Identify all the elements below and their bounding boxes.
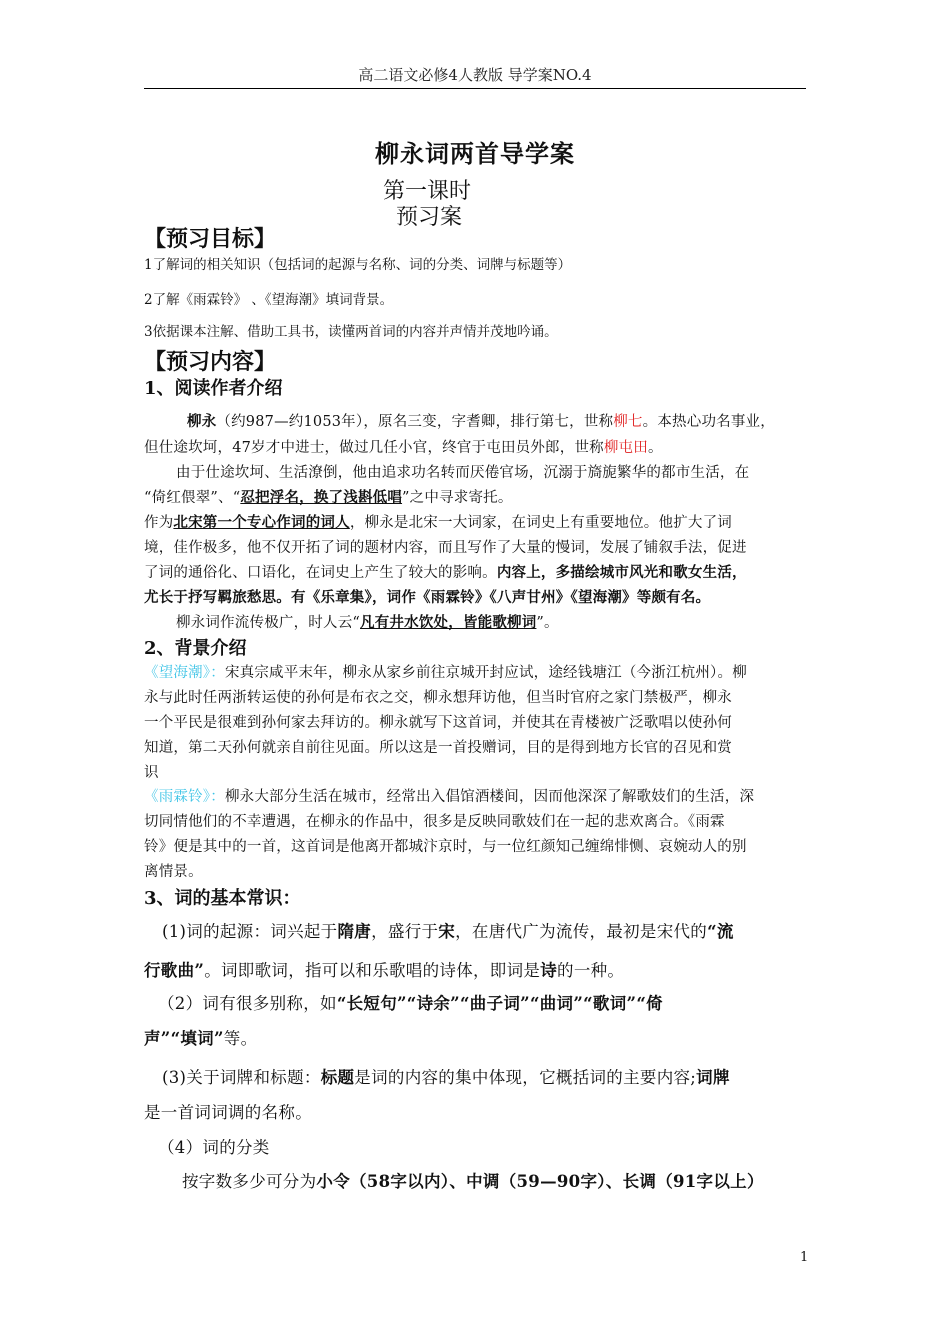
- life-paragraph-line-2: “倚红偎翠”、“忍把浮名，换了浅斟低唱”之中寻求寄托。: [144, 489, 513, 506]
- document-title: 柳永词两首导学案: [375, 139, 575, 168]
- basics-item-4-line-2: 按字数多少可分为小令（58字以内）、中调（59—90字）、长调（91字以上）: [182, 1172, 764, 1191]
- nickname-liutuntian: 柳屯田: [603, 440, 648, 456]
- content-heading: 【预习内容】: [144, 349, 277, 375]
- basics-item-3-line-1: (3)关于词牌和标题：标题是词的内容的集中体现，它概括词的主要内容;词牌: [162, 1068, 730, 1087]
- whc-line-1: 《望海潮》：宋真宗咸平末年，柳永从家乡前往京城开封应试，途经钱塘江（今浙江杭州）。柳: [144, 665, 747, 681]
- goal-item-2: 2了解《雨霖铃》 、《望海潮》填词背景。: [144, 292, 394, 308]
- lesson-subtitle: 第一课时: [383, 179, 472, 204]
- basics-item-2-line-2: 声”“填词”等。: [144, 1029, 258, 1048]
- life-paragraph-line-1: 由于仕途坎坷、生活潦倒，他由追求功名转而厌倦官场，沉溺于旖旎繁华的都市生活，在: [176, 465, 750, 481]
- yll-line-3: 铃》便是其中的一首，这首词是他离开都城汴京时，与一位红颜知己缠绵悱恻、哀婉动人的别: [144, 839, 747, 855]
- whc-line-5: 识: [144, 765, 159, 781]
- fame-paragraph: 柳永词作流传极广，时人云“凡有井水饮处，皆能歌柳词”。: [176, 614, 559, 631]
- basics-item-1-line-2: 行歌曲”。词即歌词，指可以和乐歌唱的诗体，即词是诗的一种。: [144, 961, 625, 980]
- goal-item-1: 1了解词的相关知识（包括词的起源与名称、词的分类、词牌与标题等）: [144, 257, 572, 273]
- page-number: 1: [800, 1250, 809, 1265]
- page-header: 高二语文必修4人教版 导学案NO.4: [358, 66, 592, 84]
- whc-line-4: 知道，第二天孙何就亲自前往见面。所以这是一首投赠词，目的是得到地方长官的召见和赏: [144, 740, 732, 756]
- whc-label: 《望海潮》：: [144, 665, 225, 681]
- whc-line-2: 永与此时任两浙转运使的孙何是布衣之交，柳永想拜访他，但当时官府之家门禁极严，柳永: [144, 690, 732, 706]
- fame-quote-underlined: 凡有井水饮处，皆能歌柳词: [360, 614, 537, 631]
- yll-line-4: 离情景。: [144, 864, 203, 880]
- quote-underlined: 忍把浮名，换了浅斟低唱: [240, 489, 403, 506]
- background-heading: 2、背景介绍: [144, 638, 247, 659]
- author-paragraph-line-2: 但仕途坎坷，47岁才中进士，做过几任小官，终官于屯田员外郎，世称柳屯田。: [144, 440, 663, 456]
- whc-line-3: 一个平民是很难到孙何家去拜访的。柳永就写下这首词，并使其在青楼被广泛歌唱以使孙何: [144, 715, 732, 731]
- basics-item-1-line-1: (1)词的起源：词兴起于隋唐，盛行于宋，在唐代广为流传，最初是宋代的“流: [162, 922, 734, 941]
- author-intro-heading: 1、阅读作者介绍: [144, 378, 283, 399]
- status-paragraph-line-1: 作为北宋第一个专心作词的词人，柳永是北宋一大词家，在词史上有重要地位。他扩大了词: [144, 514, 733, 531]
- basics-item-3-line-2: 是一首词词调的名称。: [144, 1103, 312, 1122]
- author-paragraph-line-1: 柳永（约987—约1053年），原名三变，字耆卿，排行第七，世称柳七。本热心功名事业，: [187, 413, 775, 430]
- basics-item-4: （4）词的分类: [158, 1138, 270, 1157]
- first-ci-poet-underlined: 北宋第一个专心作词的词人: [173, 514, 350, 531]
- author-name: 柳永: [187, 413, 217, 430]
- goals-heading: 【预习目标】: [144, 226, 277, 252]
- basics-heading: 3、词的基本常识：: [144, 888, 301, 909]
- basics-item-2-line-1: （2）词有很多别称，如“长短句”“诗余”“曲子词”“曲词”“歌词”“倚: [158, 994, 663, 1013]
- yll-label: 《雨霖铃》：: [144, 789, 225, 805]
- status-paragraph-line-3: 了词的通俗化、口语化，在词史上产生了较大的影响。内容上，多描绘城市风光和歌女生活，: [144, 564, 747, 581]
- section-subtitle: 预习案: [396, 205, 463, 230]
- goal-item-3: 3依据课本注解、借助工具书，读懂两首词的内容并声情并茂地吟诵。: [144, 324, 558, 340]
- yll-line-2: 切同情他们的不幸遭遇，在柳永的作品中，很多是反映同歌妓们在一起的悲欢离合。《雨霖: [144, 814, 725, 830]
- nickname-liuqi: 柳七: [613, 414, 643, 430]
- header-rule: [144, 88, 806, 89]
- status-paragraph-line-4: 尤长于抒写羁旅愁思。有《乐章集》，词作《雨霖铃》《八声甘州》《望海潮》等颇有名。: [144, 589, 711, 606]
- status-paragraph-line-2: 境，佳作极多，他不仅开拓了词的题材内容，而且写作了大量的慢词，发展了铺叙手法，促进: [144, 540, 747, 556]
- yll-line-1: 《雨霖铃》：柳永大部分生活在城市，经常出入倡馆酒楼间，因而他深深了解歌妓们的生活，深: [144, 789, 755, 805]
